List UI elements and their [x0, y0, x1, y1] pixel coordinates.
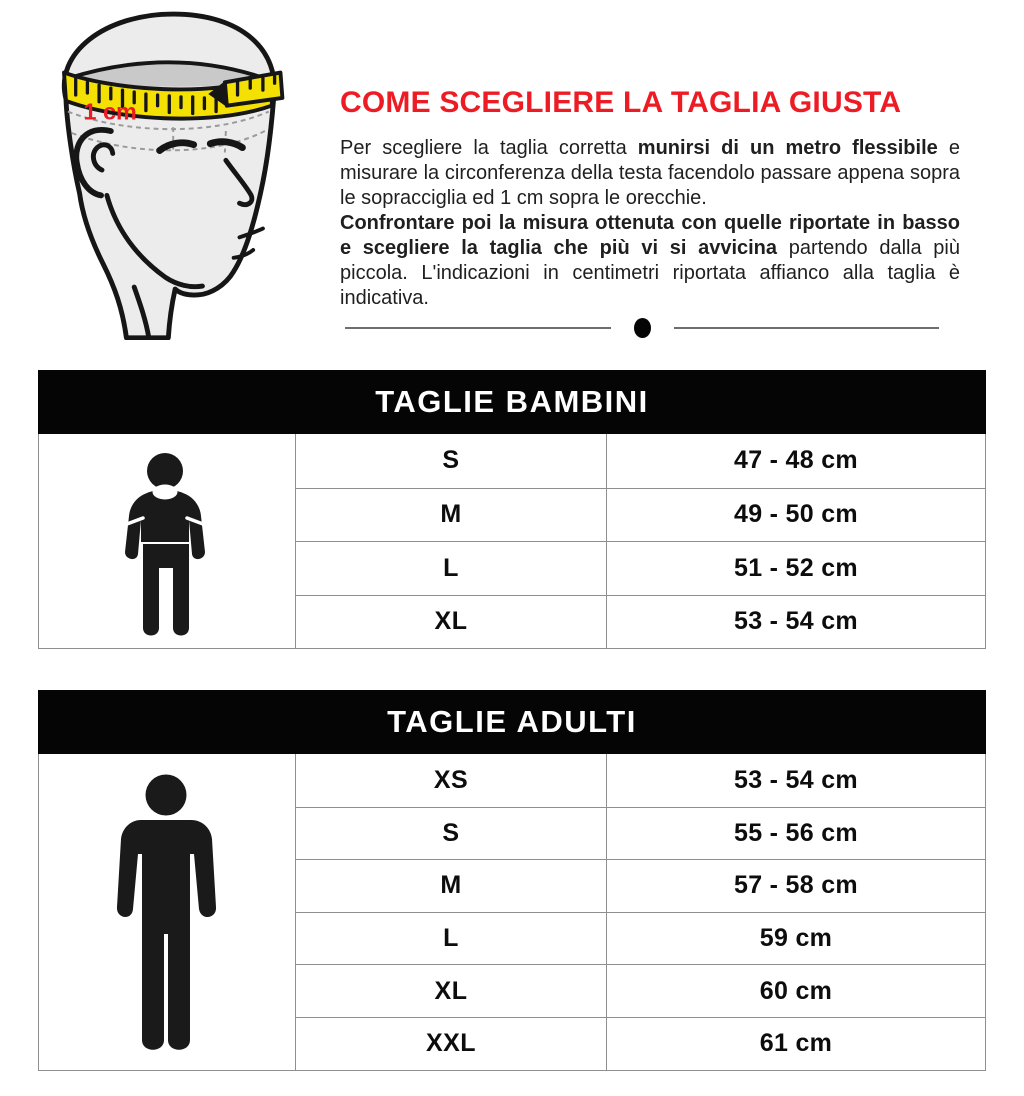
size-row: [296, 912, 985, 965]
table-title-bambini: TAGLIE BAMBINI: [38, 370, 986, 434]
size-row: [296, 964, 985, 1017]
divider-dot-icon: [634, 318, 651, 338]
size-measure: 47 - 48 cm: [734, 446, 858, 475]
size-label: L: [296, 542, 607, 595]
table-adulti: [38, 690, 986, 1071]
size-measure: 55 - 56 cm: [734, 818, 858, 847]
size-label: S: [296, 808, 607, 860]
intro-section: [0, 0, 1024, 316]
size-label: XXL: [296, 1018, 607, 1070]
size-label: L: [296, 913, 607, 965]
divider-line-right: [674, 327, 940, 329]
size-measure: 57 - 58 cm: [734, 871, 858, 900]
body-text: Per scegliere la taglia corretta: [340, 137, 638, 159]
emphasis-text: Confrontare poi la misura ottenuta con quelle riportate in basso e scegliere la taglia che più vi si avvicina: [340, 212, 960, 259]
size-label: XL: [296, 965, 607, 1017]
size-row: [296, 754, 985, 807]
size-measure: 61 cm: [759, 1029, 833, 1058]
section-divider: [345, 317, 939, 339]
adulti-rows: [296, 754, 985, 1070]
child-icon: [97, 436, 237, 646]
child-icon-cell: [39, 434, 296, 648]
head-icon: [64, 14, 274, 338]
size-row: [296, 859, 985, 912]
size-label: S: [296, 434, 607, 488]
body-text: partendo dalla più piccola. L'indicazioni in centimetri riportata affianco alla taglia è indicativa.: [340, 237, 960, 309]
intro-text-block: [340, 86, 960, 311]
size-row: [296, 1017, 985, 1070]
size-row: [296, 488, 985, 542]
size-label: M: [296, 860, 607, 912]
size-measure: 53 - 54 cm: [734, 765, 858, 794]
size-label: XS: [296, 754, 607, 807]
size-label: M: [296, 489, 607, 542]
adult-icon-cell: [39, 754, 296, 1070]
size-row: [296, 595, 985, 649]
table-title-adulti: TAGLIE ADULTI: [38, 690, 986, 754]
size-row: [296, 807, 985, 860]
size-measure: 53 - 54 cm: [734, 607, 858, 636]
emphasis-text: munirsi di un metro flessibile: [637, 137, 938, 159]
size-label: XL: [296, 596, 607, 649]
table-bambini: [38, 370, 986, 649]
body-text: e misurare la circonferenza della testa facendolo passare appena sopra le sopracciglia ed 1 cm sopra le orecchie.: [340, 137, 960, 209]
size-measure: 49 - 50 cm: [734, 500, 858, 529]
intro-paragraph-1: [340, 136, 960, 211]
size-row: [296, 434, 985, 488]
adult-icon: [97, 762, 237, 1062]
bambini-rows: [296, 434, 985, 648]
size-row: [296, 541, 985, 595]
size-measure: 51 - 52 cm: [734, 553, 858, 582]
size-measure: 60 cm: [759, 976, 833, 1005]
page-title: COME SCEGLIERE LA TAGLIA GIUSTA: [340, 86, 902, 119]
intro-paragraph-2: [340, 211, 960, 311]
divider-line-left: [345, 327, 611, 329]
head-measure-illustration: [25, 4, 337, 340]
size-measure: 59 cm: [759, 924, 833, 953]
one-cm-label: 1 cm: [83, 98, 137, 125]
